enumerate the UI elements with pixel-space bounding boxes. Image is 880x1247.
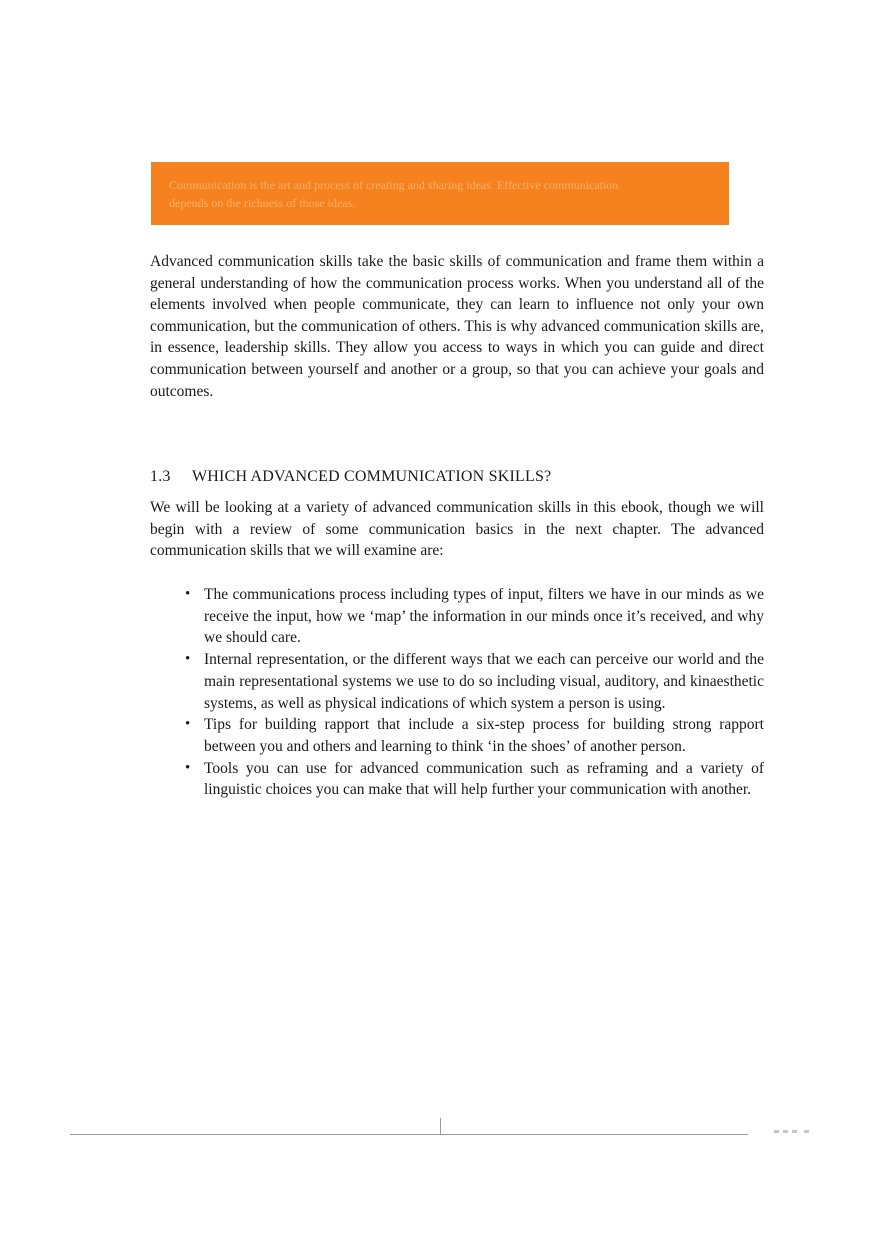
bullet-text: Tools you can use for advanced communication such as reframing and a variety of linguistic choices you can make that will help further your communication with another. <box>204 759 764 799</box>
skills-bullet-list <box>150 584 764 801</box>
bullet-icon: • <box>185 586 191 602</box>
bullet-text: Internal representation, or the different ways that we each can perceive our world and the main representational systems we use to do so including visual, auditory, and kinaesthetic systems, as well as physical indications of which system a person is using. <box>204 651 764 712</box>
footer-center-tick <box>440 1118 441 1135</box>
quote-callout-text: Communication is the art and process of creating and sharing ideas. Effective communication depends on the richness of those ideas. <box>169 178 619 210</box>
quote-callout <box>151 162 729 225</box>
bullet-item-tools <box>150 758 764 801</box>
bullet-icon: • <box>185 651 191 668</box>
bullet-item-communications-process <box>150 584 764 649</box>
footer-page-marker <box>772 1128 812 1134</box>
section-number: 1.3 <box>150 468 171 485</box>
intro-paragraph: Advanced communication skills take the basic skills of communication and frame them within a general understanding of how the communication process works. When you understand all of the elements involved when people communicate, they can learn to influence not only your own communication, but the communication of others. This is why advanced communication skills are, in essence, leadership skills. They allow you access to ways in which you can guide and direct communication between yourself and another or a group, so that you can achieve your goals and outcomes. <box>150 253 764 400</box>
bullet-icon: • <box>185 716 191 733</box>
section-paragraph: We will be looking at a variety of advanced communication skills in this ebook, though we will begin with a review of some communication basics in the next chapter. The advanced communication skills that we will examine are: <box>150 499 764 560</box>
bullet-icon: • <box>185 759 191 776</box>
bullet-item-building-rapport <box>150 714 764 757</box>
bullet-text: The communications process including types of input, filters we have in our minds as we receive the input, how we ‘map’ the information in our minds once it’s received, and why we should care. <box>204 586 764 647</box>
footer-divider <box>70 1134 748 1135</box>
bullet-item-internal-representation <box>150 649 764 714</box>
section-heading <box>150 466 551 488</box>
section-title: WHICH ADVANCED COMMUNICATION SKILLS? <box>192 468 552 485</box>
bullet-text: Tips for building rapport that include a six-step process for building strong rapport between you and others and learning to think ‘in the shoes’ of another person. <box>204 716 764 755</box>
